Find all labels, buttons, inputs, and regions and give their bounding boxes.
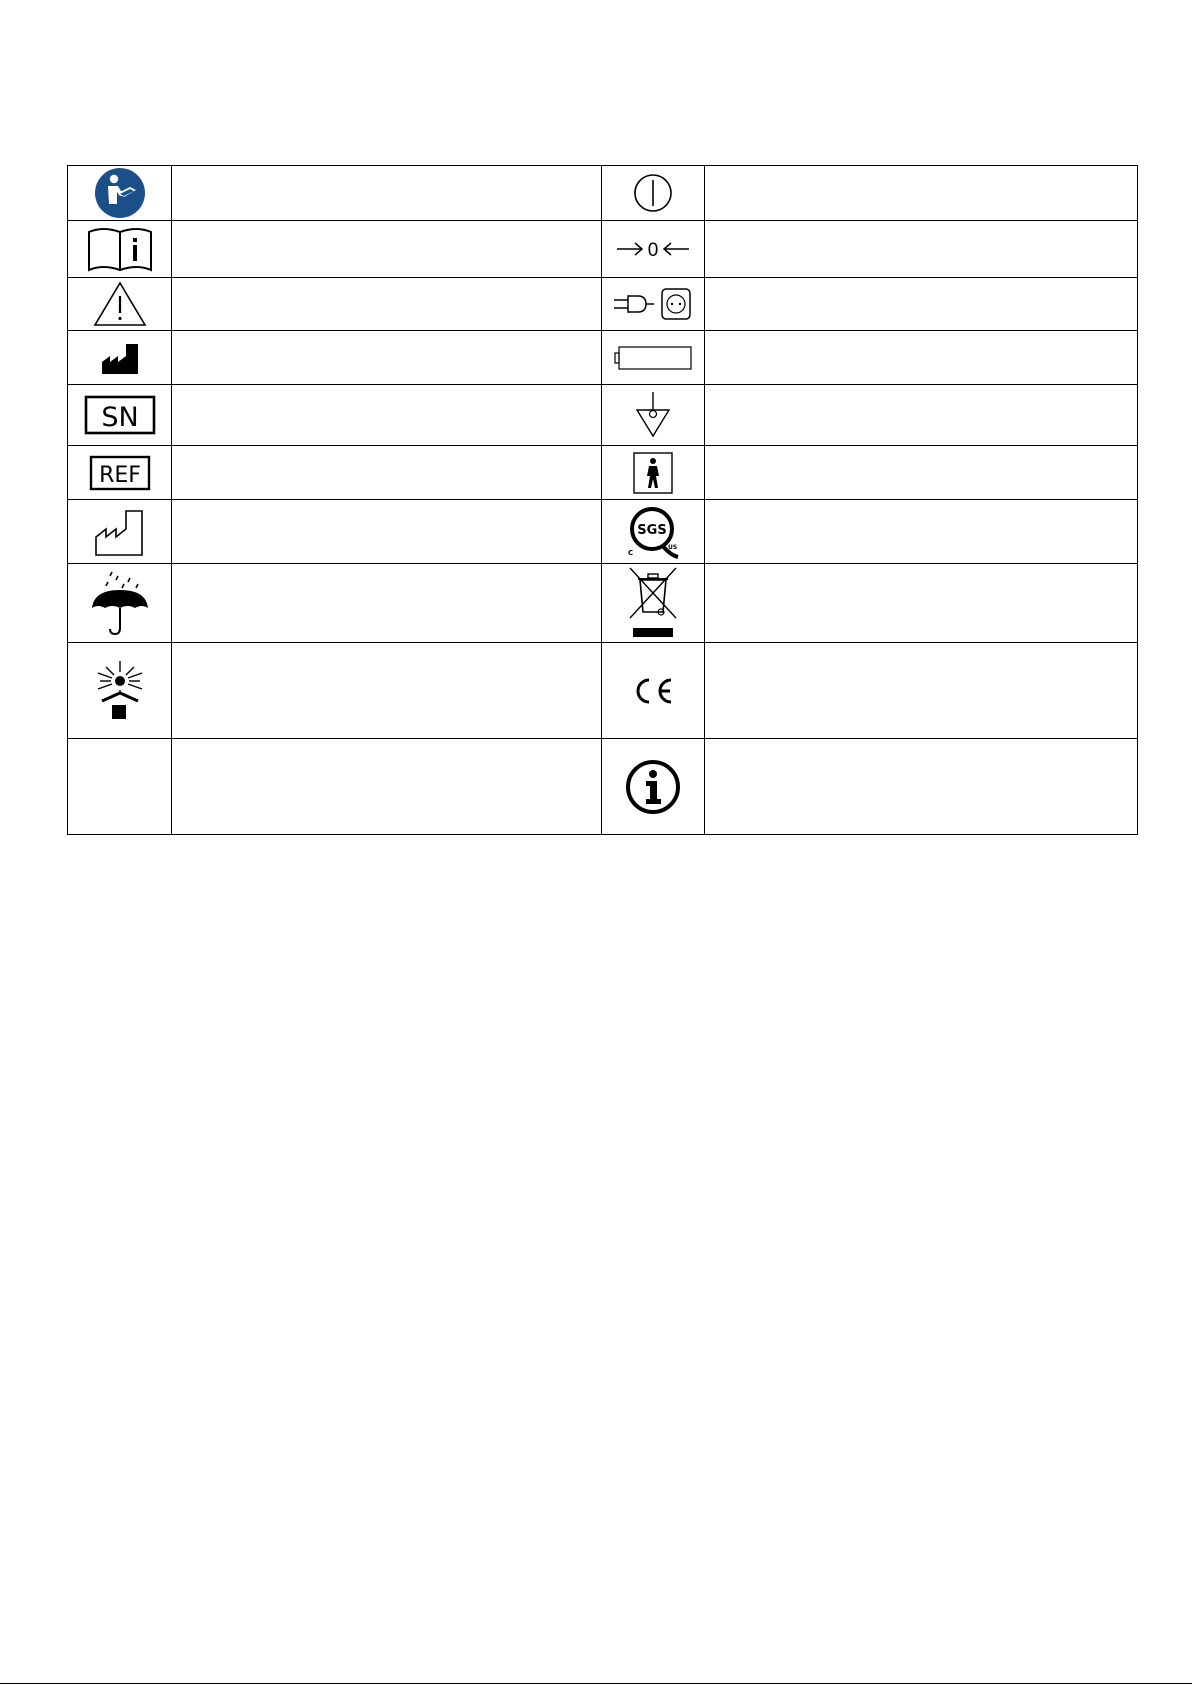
table-row	[68, 221, 1138, 278]
description-cell	[172, 564, 602, 643]
battery-icon	[602, 331, 705, 385]
date-of-manufacture-icon	[68, 500, 172, 564]
table-row	[68, 446, 1138, 500]
zero-tare-icon	[602, 221, 705, 278]
serial-number-label: SN	[100, 402, 139, 433]
power-on-off-icon	[602, 166, 705, 221]
description-cell	[705, 166, 1138, 221]
description-cell	[705, 331, 1138, 385]
warning-triangle-icon	[68, 278, 172, 331]
sgs-us-label: US	[668, 543, 678, 551]
type-b-applied-part-icon	[602, 446, 705, 500]
ac-adapter-plug-icon	[602, 278, 705, 331]
page-bottom-rule	[0, 1683, 1192, 1684]
manual-info-icon	[68, 221, 172, 278]
weee-crossed-bin-icon	[602, 564, 705, 643]
description-cell	[705, 221, 1138, 278]
table-row	[68, 385, 1138, 446]
sgs-certification-icon	[602, 500, 705, 564]
description-cell	[172, 221, 602, 278]
reference-number-icon	[68, 446, 172, 500]
description-cell	[705, 564, 1138, 643]
keep-away-from-sunlight-icon	[68, 643, 172, 739]
ce-mark-icon	[602, 643, 705, 739]
info-glyph: i	[84, 224, 85, 225]
description-cell	[705, 643, 1138, 739]
table-row	[68, 331, 1138, 385]
table-row	[68, 643, 1138, 739]
table-row	[68, 278, 1138, 331]
description-cell	[705, 446, 1138, 500]
description-cell	[172, 166, 602, 221]
description-cell	[172, 278, 602, 331]
zero-label: 0	[647, 240, 659, 261]
description-cell	[705, 385, 1138, 446]
equipotential-icon	[602, 385, 705, 446]
sgs-label: SGS	[637, 522, 667, 538]
description-cell	[172, 739, 602, 835]
manufacturer-icon	[68, 331, 172, 385]
description-cell	[172, 643, 602, 739]
description-cell	[172, 385, 602, 446]
description-cell	[705, 278, 1138, 331]
information-icon	[602, 739, 705, 835]
reference-label: REF	[98, 462, 141, 488]
empty-icon-cell	[68, 739, 172, 835]
table-row	[68, 500, 1138, 564]
description-cell	[172, 446, 602, 500]
table-row	[68, 166, 1138, 221]
keep-dry-umbrella-icon	[68, 564, 172, 643]
table-row	[68, 564, 1138, 643]
description-cell	[172, 331, 602, 385]
serial-number-icon	[68, 385, 172, 446]
symbols-table	[67, 165, 1138, 835]
consult-instructions-blue-icon	[68, 166, 172, 221]
info-glyph-large: i	[624, 757, 625, 759]
table-row	[68, 739, 1138, 835]
sgs-c-label: C	[628, 548, 634, 557]
description-cell	[705, 500, 1138, 564]
description-cell	[172, 500, 602, 564]
description-cell	[705, 739, 1138, 835]
